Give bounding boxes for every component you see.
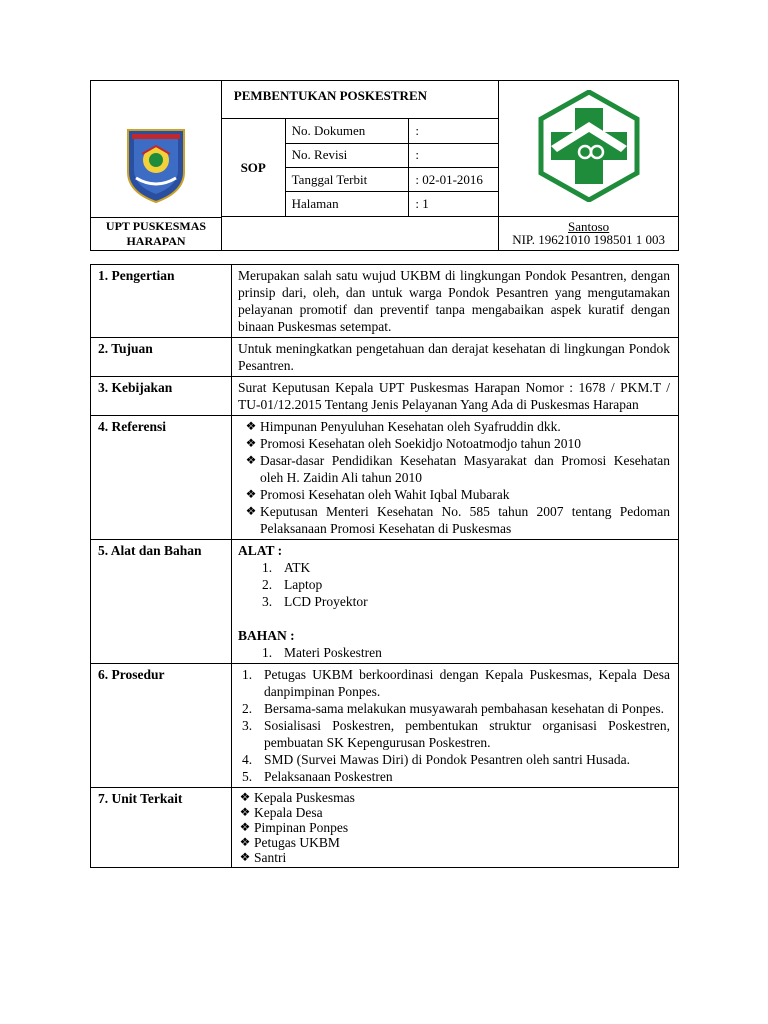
- section-tujuan: [91, 338, 679, 377]
- list-item: 3. LCD Proyektor: [262, 594, 368, 609]
- diamond-bullet-icon: ❖: [239, 805, 251, 819]
- unit-terkait-list: [232, 788, 679, 868]
- puskesmas-logo: [533, 90, 645, 202]
- prosedur-list: [232, 664, 679, 788]
- list-item: ❖ Pimpinan Ponpes: [236, 820, 670, 835]
- list-item: ❖ Dasar-dasar Pendidikan Kesehatan Masyarakat dan Promosi Kesehatan oleh H. Zaidin Ali tahun 2010: [242, 452, 670, 486]
- unit-name: [91, 218, 221, 250]
- section-referensi: [91, 416, 679, 540]
- section-label: 1. Pengertian: [91, 265, 232, 338]
- list-item: 5. Pelaksanaan Poskestren: [242, 769, 393, 784]
- list-item: ❖ Petugas UKBM: [236, 835, 670, 850]
- meta-label-halaman: Halaman: [285, 192, 409, 216]
- list-item: 1. Petugas UKBM berkoordinasi dengan Kepala Puskesmas, Kepala Desa danpimpinan Ponpes.: [242, 667, 670, 699]
- regency-emblem-logo: [122, 124, 190, 204]
- diamond-bullet-icon: ❖: [245, 419, 257, 433]
- section-label: 5. Alat dan Bahan: [91, 540, 232, 664]
- blank-cell: [221, 216, 498, 250]
- alat-bahan-content: [232, 540, 679, 664]
- diamond-bullet-icon: ❖: [239, 820, 251, 834]
- diamond-bullet-icon: ❖: [245, 436, 257, 450]
- referensi-list: [232, 416, 679, 540]
- section-kebijakan: [91, 377, 679, 416]
- list-item: ❖ Keputusan Menteri Kesehatan No. 585 tahun 2007 tentang Pedoman Pelaksanaan Promosi Kesehatan di Puskesmas: [242, 503, 670, 537]
- list-item: ❖ Santri: [236, 850, 670, 865]
- alat-heading: ALAT :: [238, 543, 283, 558]
- section-alat-bahan: [91, 540, 679, 664]
- meta-value-no-dokumen: :: [409, 119, 499, 143]
- diamond-bullet-icon: ❖: [239, 790, 251, 804]
- list-item: ❖ Kepala Desa: [236, 805, 670, 820]
- sop-body-table: [90, 264, 679, 868]
- document-title: PEMBENTUKAN POSKESTREN: [221, 81, 498, 119]
- diamond-bullet-icon: ❖: [239, 835, 251, 849]
- section-unit-terkait: [91, 788, 679, 868]
- diamond-bullet-icon: ❖: [245, 453, 257, 467]
- list-item: 1. ATK: [262, 560, 311, 575]
- section-label: 2. Tujuan: [91, 338, 232, 377]
- diamond-bullet-icon: ❖: [245, 504, 257, 518]
- section-pengertian: [91, 265, 679, 338]
- signer-nip: NIP. 19621010 198501 1 003: [512, 232, 665, 248]
- section-text: Merupakan salah satu wujud UKBM di lingkungan Pondok Pesantren, dengan prinsip dari, oleh, dan untuk warga Pondok Pesantren yang mengutamakan pelayanan promotif dan preventif tanpa mengabaikan aspek kuratif dengan binaan Puskesmas setempat.: [232, 265, 679, 338]
- list-item: ❖ Promosi Kesehatan oleh Soekidjo Notoatmodjo tahun 2010: [242, 435, 670, 452]
- list-item: ❖ Promosi Kesehatan oleh Wahit Iqbal Mubarak: [242, 486, 670, 503]
- meta-label-no-dokumen: No. Dokumen: [285, 119, 409, 143]
- section-label: 3. Kebijakan: [91, 377, 232, 416]
- list-item: 4. SMD (Survei Mawas Diri) di Pondok Pesantren oleh santri Husada.: [242, 752, 630, 767]
- unit-name-line1: UPT PUSKESMAS: [105, 219, 207, 233]
- meta-label-tanggal-terbit: Tanggal Terbit: [285, 168, 409, 192]
- meta-value-no-revisi: :: [409, 143, 499, 167]
- section-text: Untuk meningkatkan pengetahuan dan derajat kesehatan di lingkungan Pondok Pesantren.: [232, 338, 679, 377]
- meta-label-no-revisi: No. Revisi: [285, 143, 409, 167]
- section-label: 4. Referensi: [91, 416, 232, 540]
- section-label: 6. Prosedur: [91, 664, 232, 788]
- list-item: 3. Sosialisasi Poskestren, pembentukan struktur organisasi Poskestren, pembuatan SK Kepengurusan Poskestren.: [242, 718, 670, 750]
- unit-divider: [90, 217, 222, 218]
- list-item: ❖ Himpunan Penyuluhan Kesehatan oleh Syafruddin dkk.: [242, 418, 670, 435]
- list-item: 2. Bersama-sama melakukan musyawarah pembahasan kesehatan di Ponpes.: [242, 701, 664, 716]
- list-item: 2. Laptop: [262, 577, 323, 592]
- diamond-bullet-icon: ❖: [239, 850, 251, 864]
- unit-name-line2: HARAPAN: [126, 234, 186, 248]
- bahan-heading: BAHAN :: [238, 628, 295, 643]
- signer-name: Santoso: [568, 219, 610, 235]
- section-text: Surat Keputusan Kepala UPT Puskesmas Harapan Nomor : 1678 / PKM.T / TU-01/12.2015 Tentang Jenis Pelayanan Yang Ada di Puskesmas Harapan: [232, 377, 679, 416]
- list-item: ❖ Kepala Puskesmas: [236, 790, 670, 805]
- section-prosedur: [91, 664, 679, 788]
- list-item: 1. Materi Poskestren: [262, 645, 382, 660]
- diamond-bullet-icon: ❖: [245, 487, 257, 501]
- signature-block: [499, 216, 679, 250]
- puskesmas-logo-cell: [499, 81, 679, 217]
- meta-value-tanggal-terbit: : 02-01-2016: [409, 168, 499, 192]
- section-label: 7. Unit Terkait: [91, 788, 232, 868]
- sop-label: SOP: [221, 119, 285, 216]
- meta-value-halaman: : 1: [409, 192, 499, 216]
